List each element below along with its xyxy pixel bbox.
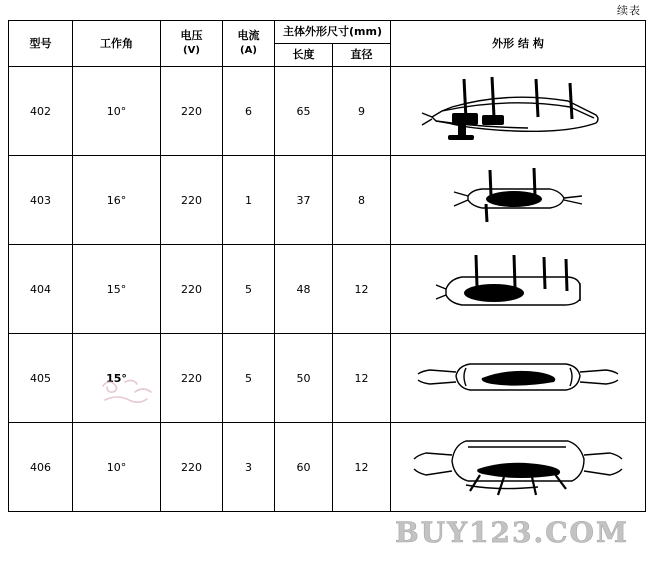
table-row (9, 245, 646, 334)
lamp-406-illustration (391, 424, 645, 510)
cell-diameter: 12 (333, 334, 391, 423)
table-row (9, 67, 646, 156)
cell-figure (391, 423, 646, 512)
lamp-405-illustration (391, 335, 645, 421)
header-work-angle: 工作角 (73, 21, 161, 67)
header-diameter: 直径 (333, 44, 391, 67)
cell-diameter: 12 (333, 423, 391, 512)
lamp-404-illustration (391, 246, 645, 332)
header-dimensions: 主体外形尺寸(mm) (275, 21, 391, 44)
watermark-text: BUY123.COM (395, 516, 629, 549)
cell-length: 65 (275, 67, 333, 156)
cell-model: 404 (9, 245, 73, 334)
table-row (9, 423, 646, 512)
table-header-row-1 (9, 21, 646, 44)
watermark (395, 516, 629, 549)
cell-voltage: 220 (161, 334, 223, 423)
cell-current: 5 (223, 245, 275, 334)
cell-diameter: 9 (333, 67, 391, 156)
cell-current: 3 (223, 423, 275, 512)
cell-voltage: 220 (161, 245, 223, 334)
cell-current: 5 (223, 334, 275, 423)
specification-table (8, 20, 646, 512)
table-row (9, 334, 646, 423)
cell-work-angle: 10° (73, 423, 161, 512)
header-current-label: 电流 (237, 29, 260, 43)
cell-figure (391, 245, 646, 334)
header-voltage-unit: (V) (183, 45, 200, 57)
lamp-402-illustration (391, 68, 645, 154)
cell-model: 402 (9, 67, 73, 156)
cell-current: 1 (223, 156, 275, 245)
cell-length: 48 (275, 245, 333, 334)
cell-figure (391, 334, 646, 423)
cell-voltage: 220 (161, 156, 223, 245)
cell-diameter: 8 (333, 156, 391, 245)
lamp-403-illustration (391, 157, 645, 243)
cell-voltage: 220 (161, 67, 223, 156)
header-current-unit: (A) (240, 45, 257, 57)
header-voltage-label: 电压 (180, 29, 203, 43)
cell-work-angle: 16° (73, 156, 161, 245)
cell-length: 50 (275, 334, 333, 423)
cell-figure (391, 67, 646, 156)
cell-model: 403 (9, 156, 73, 245)
header-current (223, 21, 275, 67)
cell-current: 6 (223, 67, 275, 156)
cell-work-angle: 15° (73, 245, 161, 334)
cell-work-angle: 10° (73, 67, 161, 156)
header-shape: 外形 结 构 (391, 21, 646, 67)
header-voltage (161, 21, 223, 67)
table-row (9, 156, 646, 245)
continued-table-label: 续表 (617, 4, 641, 17)
cell-model: 406 (9, 423, 73, 512)
header-model: 型号 (9, 21, 73, 67)
cell-diameter: 12 (333, 245, 391, 334)
cell-model: 405 (9, 334, 73, 423)
cell-work-angle: 15° (73, 334, 161, 423)
cell-voltage: 220 (161, 423, 223, 512)
header-length: 长度 (275, 44, 333, 67)
cell-length: 37 (275, 156, 333, 245)
cell-figure (391, 156, 646, 245)
cell-length: 60 (275, 423, 333, 512)
